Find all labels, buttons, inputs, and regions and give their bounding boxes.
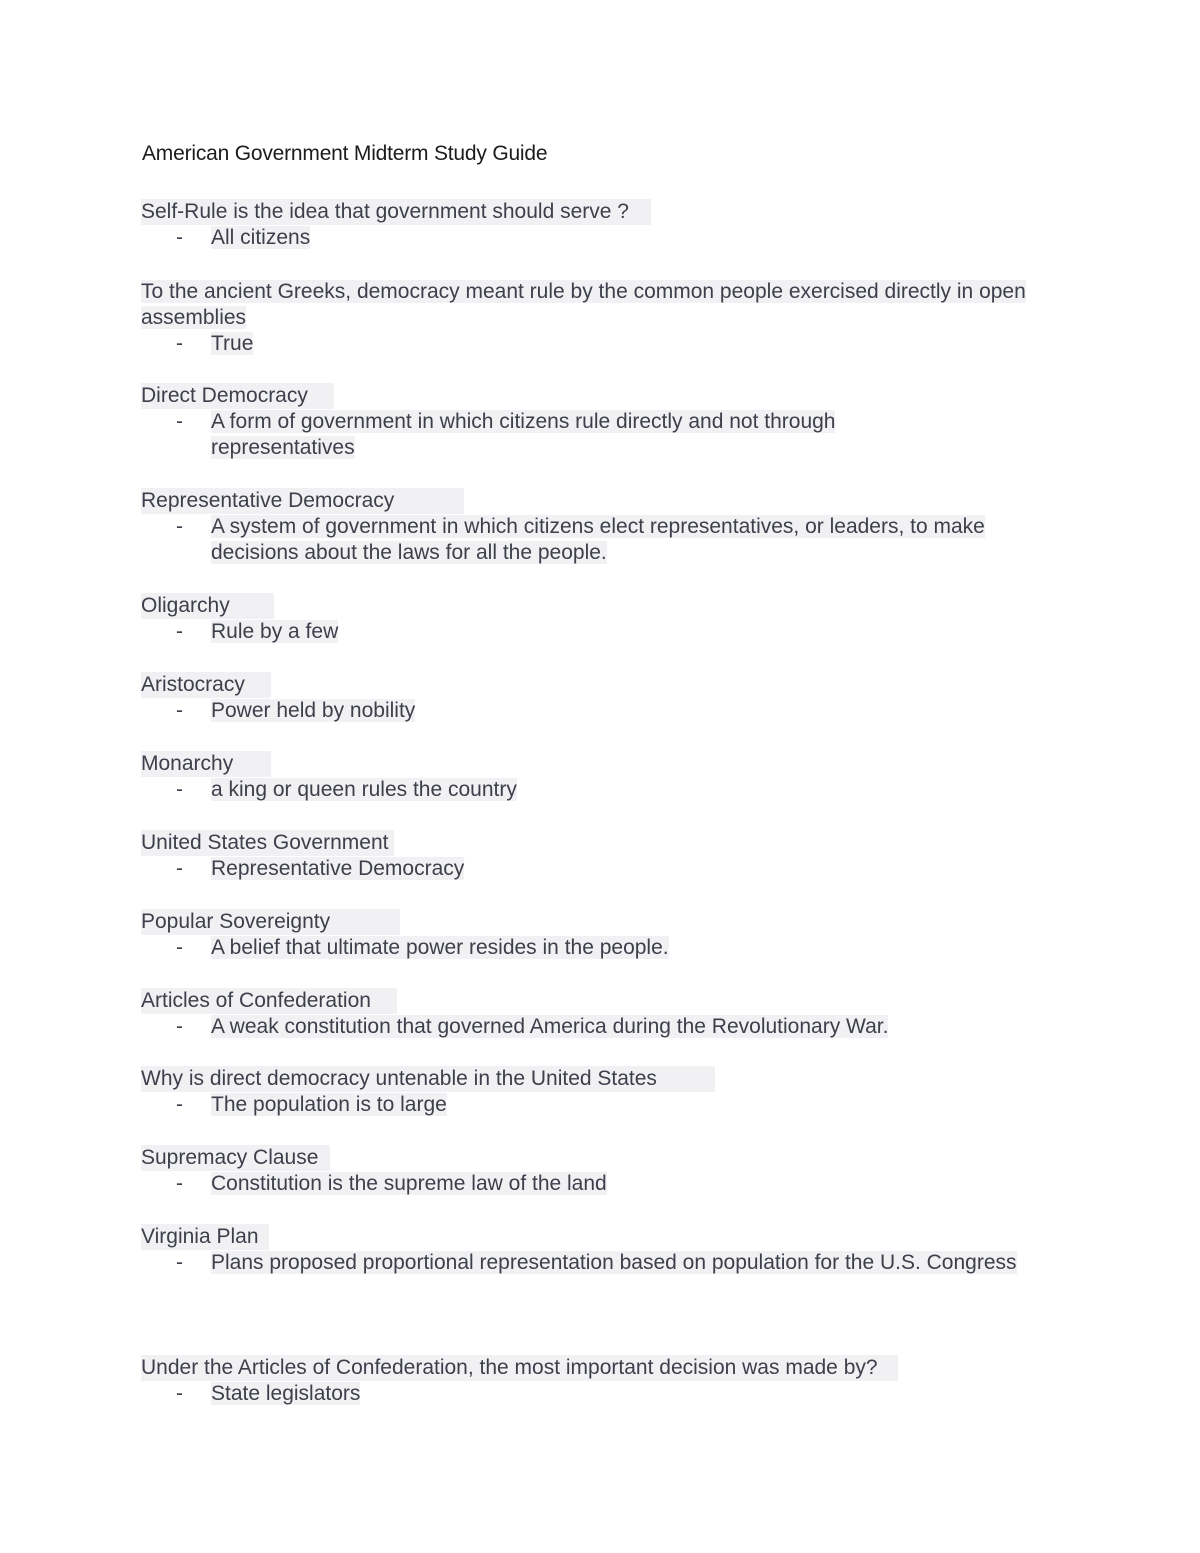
question-text: Direct Democracy <box>141 383 334 409</box>
bullet-marker: - <box>176 620 183 643</box>
answer-text: Rule by a few <box>211 620 339 643</box>
question-text: Representative Democracy <box>141 488 464 514</box>
answer-text: State legislators <box>211 1382 361 1405</box>
bullet-marker: - <box>176 332 183 355</box>
answer-text: A belief that ultimate power resides in the people. <box>211 936 669 959</box>
answer-text: a king or queen rules the country <box>211 778 517 801</box>
bullet-marker: - <box>176 857 183 880</box>
study-entry <box>0 383 1200 461</box>
answer-item <box>176 1092 1200 1118</box>
question-text: Self-Rule is the idea that government should serve ? <box>141 199 651 225</box>
study-entry <box>0 199 1200 251</box>
answer-text: Plans proposed proportional representation based on population for the U.S. Congress <box>211 1251 1017 1274</box>
bullet-marker: - <box>176 936 183 959</box>
answer-item <box>176 856 1200 882</box>
study-entry <box>0 1224 1200 1276</box>
answer-item <box>176 409 1200 461</box>
question-text: Virginia Plan <box>141 1224 269 1250</box>
answer-text: The population is to large <box>211 1093 447 1116</box>
study-entry <box>0 279 1200 357</box>
study-entry <box>0 988 1200 1040</box>
question-text: Aristocracy <box>141 672 271 698</box>
answer-item <box>176 935 1200 961</box>
document-title: American Government Midterm Study Guide <box>142 142 548 165</box>
study-entry <box>0 909 1200 961</box>
bullet-marker: - <box>176 226 183 249</box>
answer-text: True <box>211 332 254 355</box>
answer-text: A weak constitution that governed America during the Revolutionary War. <box>211 1015 889 1038</box>
study-entry <box>0 488 1200 566</box>
bullet-marker: - <box>176 1015 183 1038</box>
question-text: Supremacy Clause <box>141 1145 330 1171</box>
study-entry <box>0 1066 1200 1118</box>
question-text: United States Government <box>141 830 394 856</box>
answer-item <box>176 1381 1200 1407</box>
bullet-marker: - <box>176 778 183 801</box>
answer-item <box>176 331 1200 357</box>
question-text: Under the Articles of Confederation, the most important decision was made by? <box>141 1355 898 1381</box>
study-entry <box>0 1355 1200 1407</box>
answer-item <box>176 225 1200 251</box>
answer-text: Power held by nobility <box>211 699 416 722</box>
answer-item <box>176 698 1200 724</box>
answer-text: Constitution is the supreme law of the land <box>211 1172 607 1195</box>
study-entry <box>0 830 1200 882</box>
answer-item <box>176 777 1200 803</box>
bullet-marker: - <box>176 699 183 722</box>
answer-item <box>176 1250 1200 1276</box>
bullet-marker: - <box>176 410 183 433</box>
question-text: Oligarchy <box>141 593 274 619</box>
question-text: Why is direct democracy untenable in the United States <box>141 1066 715 1092</box>
answer-text: Representative Democracy <box>211 857 465 880</box>
answer-item <box>176 1171 1200 1197</box>
study-entry <box>0 751 1200 803</box>
bullet-marker: - <box>176 515 183 538</box>
study-entry <box>0 1145 1200 1197</box>
answer-item <box>176 514 1200 566</box>
bullet-marker: - <box>176 1382 183 1405</box>
question-text: Popular Sovereignty <box>141 909 400 935</box>
answer-item <box>176 1014 1200 1040</box>
bullet-marker: - <box>176 1093 183 1116</box>
answer-text: A system of government in which citizens elect representatives, or leaders, to make decisions about the laws for all the people. <box>211 515 985 564</box>
question-text: Monarchy <box>141 751 271 777</box>
study-entry <box>0 672 1200 724</box>
study-entry <box>0 593 1200 645</box>
bullet-marker: - <box>176 1251 183 1274</box>
bullet-marker: - <box>176 1172 183 1195</box>
answer-text: All citizens <box>211 226 311 249</box>
question-text: Articles of Confederation <box>141 988 397 1014</box>
answer-text: A form of government in which citizens rule directly and not through representatives <box>211 410 836 459</box>
answer-item <box>176 619 1200 645</box>
question-text: To the ancient Greeks, democracy meant rule by the common people exercised directly in open assemblies <box>141 280 1026 329</box>
